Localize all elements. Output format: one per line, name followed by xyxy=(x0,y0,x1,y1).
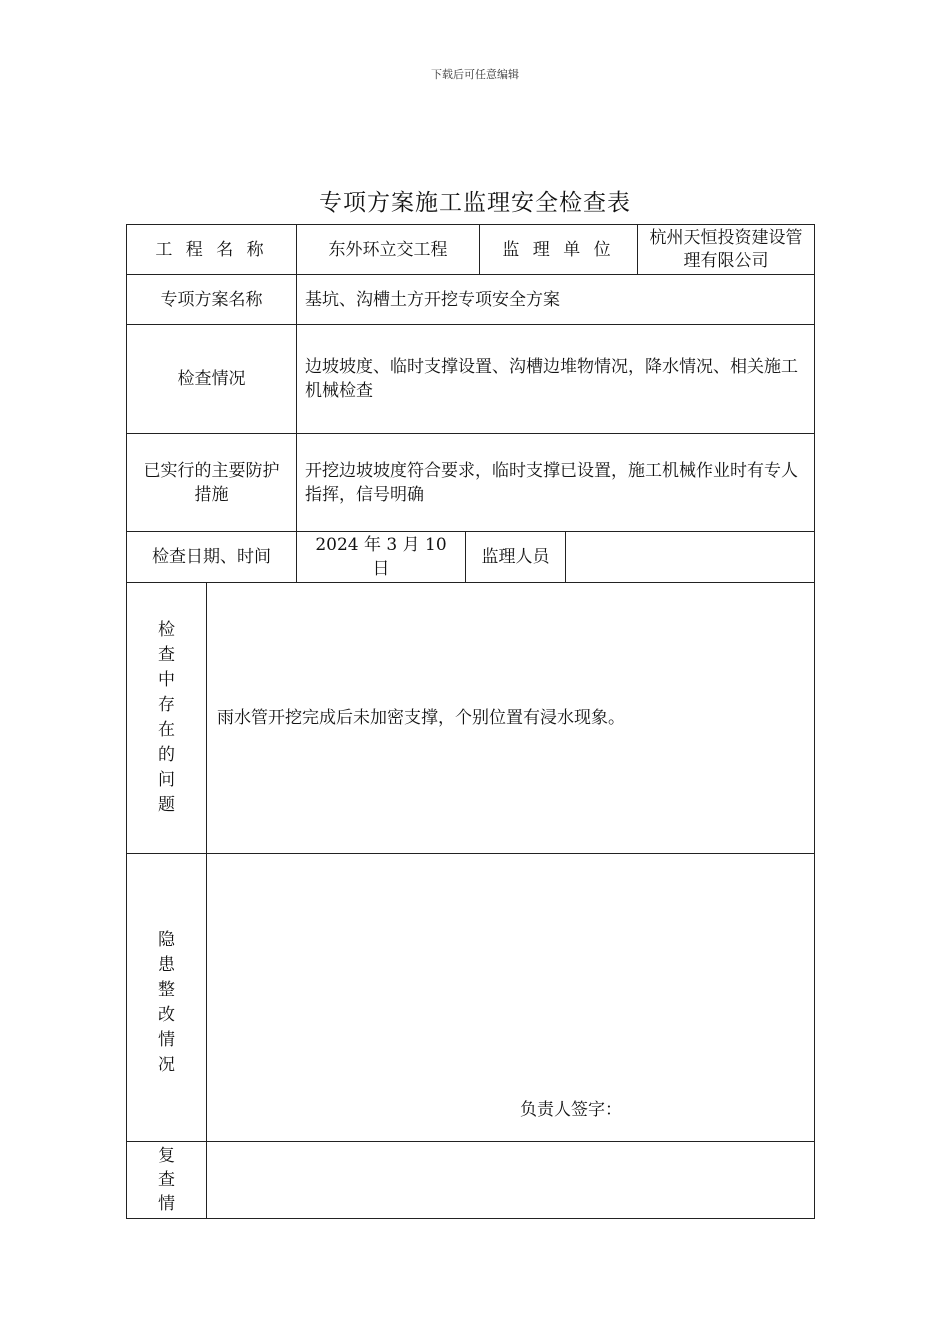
rectification-label-char: 患 xyxy=(158,954,175,975)
supervisor-unit-value: 杭州天恒投资建设管理有限公司 xyxy=(649,227,803,271)
supervisor-staff-value xyxy=(566,532,814,582)
signature-label: 负责人签字： xyxy=(520,1100,622,1120)
problems-label xyxy=(127,583,206,853)
check-status-label: 检查情况 xyxy=(177,369,246,389)
problems-label-char: 问 xyxy=(158,770,175,790)
recheck-label xyxy=(127,1142,206,1218)
page-title: 专项方案施工监理安全检查表 xyxy=(319,190,631,216)
check-status-value: 边坡坡度、临时支撑设置、沟槽边堆物情况，降水情况、相关施工机械检查 xyxy=(305,357,798,401)
protective-measures-value: 开挖边坡坡度符合要求，临时支撑已设置，施工机械作业时有专人指挥，信号明确 xyxy=(305,460,798,505)
supervisor-unit-label: 监 理 单 位 xyxy=(502,239,615,260)
recheck-label-char: 查 xyxy=(158,1170,175,1190)
rectification-label-char: 隐 xyxy=(158,929,175,950)
supervisor-staff-label: 监理人员 xyxy=(481,547,550,567)
problems-label-char: 题 xyxy=(158,795,175,815)
project-name-value: 东外环立交工程 xyxy=(328,239,448,260)
recheck-label-char: 情 xyxy=(158,1194,175,1214)
problems-label-char: 的 xyxy=(158,745,175,765)
rectification-label-char: 情 xyxy=(158,1029,175,1050)
check-date-value: 2024 年 3 月 10 日 xyxy=(315,535,447,579)
plan-name-value: 基坑、沟槽土方开挖专项安全方案 xyxy=(305,289,560,310)
problems-label-char: 存 xyxy=(158,695,175,715)
rectification-label-char: 改 xyxy=(158,1004,175,1025)
problems-label-char: 中 xyxy=(158,670,175,690)
check-date-label: 检查日期、时间 xyxy=(152,547,271,567)
problems-value: 雨水管开挖完成后未加密支撑，个别位置有浸水现象。 xyxy=(217,708,625,728)
rectification-value xyxy=(207,854,814,1141)
problems-label-char: 检 xyxy=(158,620,175,640)
rectification-label-char: 整 xyxy=(158,979,175,1000)
rectification-label xyxy=(127,854,206,1141)
recheck-value xyxy=(207,1142,814,1218)
plan-name-label: 专项方案名称 xyxy=(160,289,263,310)
recheck-label-char: 复 xyxy=(158,1146,175,1166)
problems-label-char: 查 xyxy=(158,645,175,665)
rectification-label-char: 况 xyxy=(158,1054,175,1075)
project-name-label: 工 程 名 称 xyxy=(155,239,268,260)
problems-label-char: 在 xyxy=(158,720,175,740)
protective-measures-label: 已实行的主要防护措施 xyxy=(143,460,280,505)
header-note: 下载后可任意编辑 xyxy=(431,68,519,81)
